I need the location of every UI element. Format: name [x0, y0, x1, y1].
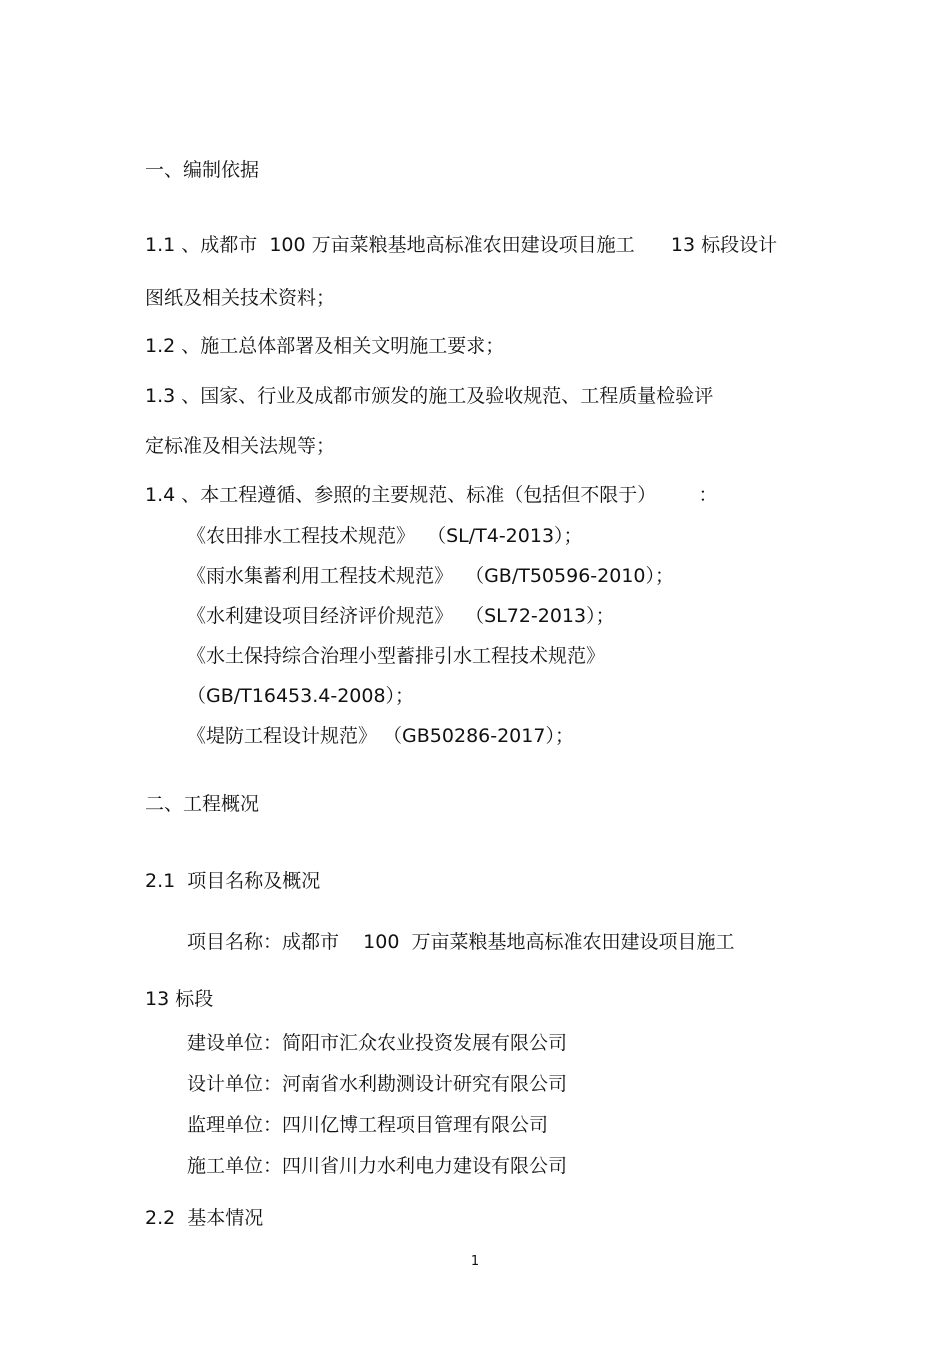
standard-item: 《水土保持综合治理小型蓄排引水工程技术规范》 — [187, 645, 606, 667]
item-1-1-line-2: 图纸及相关技术资料； — [145, 287, 336, 309]
unit-line: 监理单位：四川亿博工程项目管理有限公司 — [187, 1114, 549, 1136]
project-name-line-2: 13 标段 — [145, 988, 214, 1010]
project-name-line-1: 项目名称：成都市 100 万亩菜粮基地高标准农田建设项目施工 — [187, 931, 735, 953]
item-1-2: 1.2 、施工总体部署及相关文明施工要求； — [145, 335, 505, 357]
section-2-heading: 二、工程概况 — [145, 793, 260, 815]
standard-item: （GB/T16453.4-2008）； — [187, 685, 415, 707]
page-number: 1 — [470, 1254, 480, 1269]
item-1-3-line-2: 定标准及相关法规等； — [145, 435, 336, 457]
standard-item: 《雨水集蓄利用工程技术规范》 （GB/T50596-2010）； — [187, 565, 674, 587]
standard-item: 《堤防工程设计规范》 （GB50286-2017）； — [187, 725, 574, 747]
subsection-2-2-heading: 2.2 基本情况 — [145, 1207, 264, 1229]
item-1-4: 1.4 、本工程遵循、参照的主要规范、标准（包括但不限于） ： — [145, 484, 718, 506]
item-1-1-line-1: 1.1 、成都市 100 万亩菜粮基地高标准农田建设项目施工 13 标段设计 — [145, 234, 778, 256]
unit-line: 施工单位：四川省川力水利电力建设有限公司 — [187, 1155, 568, 1177]
unit-line: 设计单位：河南省水利勘测设计研究有限公司 — [187, 1073, 568, 1095]
subsection-2-1-heading: 2.1 项目名称及概况 — [145, 870, 321, 892]
standard-item: 《农田排水工程技术规范》 （SL/T4-2013）； — [187, 525, 583, 547]
section-1-heading: 一、编制依据 — [145, 159, 260, 181]
unit-line: 建设单位：简阳市汇众农业投资发展有限公司 — [187, 1032, 568, 1054]
standard-item: 《水利建设项目经济评价规范》 （SL72-2013）； — [187, 605, 615, 627]
item-1-3-line-1: 1.3 、国家、行业及成都市颁发的施工及验收规范、工程质量检验评 — [145, 385, 714, 407]
